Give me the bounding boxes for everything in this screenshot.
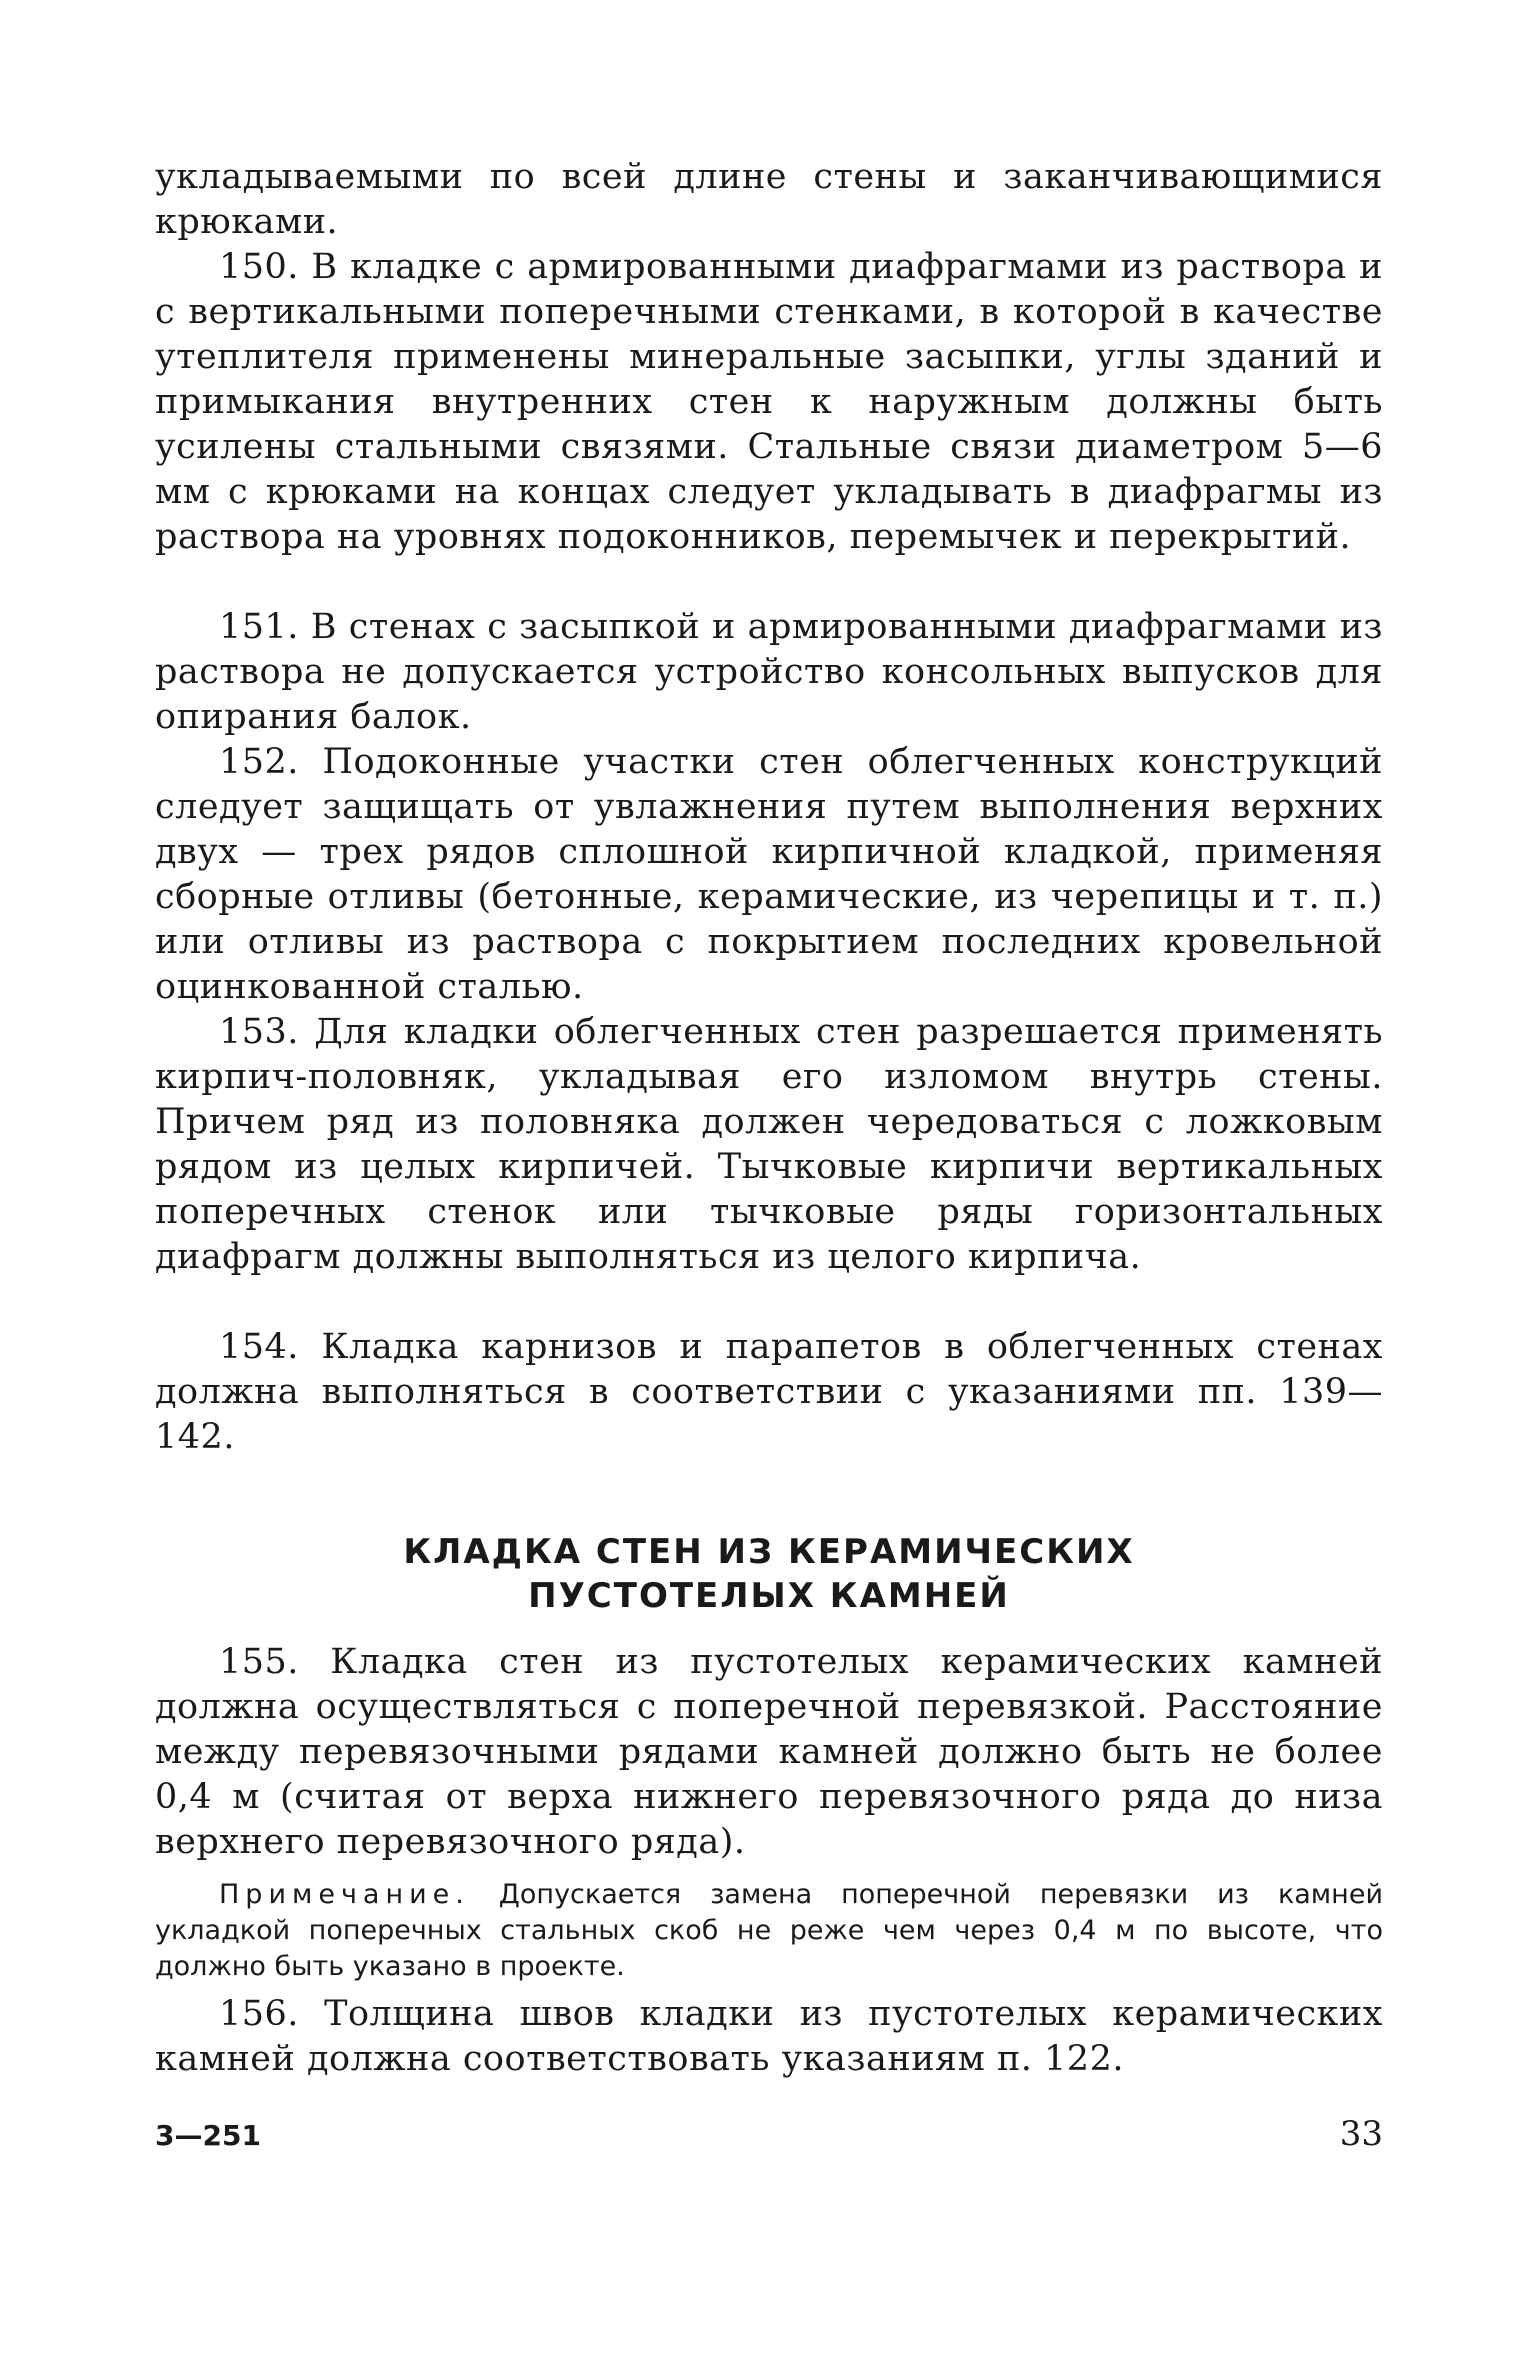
paragraph-155: 155. Кладка стен из пустотелых керамических камней должна осуществляться с поперечной перевязкой. Расстояние между перевязочными рядами камней должно быть не более 0,4 м (считая от верха нижнего перевязочного ряда до низа верхнего перевязочного ряда). bbox=[155, 1642, 1383, 1862]
intro-paragraph: укладываемыми по всей длине стены и заканчивающимися крюками. bbox=[155, 157, 1383, 242]
note-label: Примечание. bbox=[219, 1879, 470, 1910]
printer-signature: 3—251 bbox=[155, 2119, 261, 2152]
paragraph-152: 152. Подоконные участки стен облегченных конструкций следует защищать от увлажнения путем выполнения верхних двух — трех рядов сплошной кирпичной кладкой, применяя сборные отливы (бетонные, керамические, из черепицы и т. п.) или отливы из раствора с покрытием последних кровельной оцинкованной сталью. bbox=[155, 742, 1383, 1007]
paragraph-151: 151. В стенах с засыпкой и армированными диафрагмами из раствора не допускается устройство консольных выпусков для опирания балок. bbox=[155, 607, 1383, 737]
page-number: 33 bbox=[1339, 2114, 1383, 2154]
paragraph-150: 150. В кладке с армированными диафрагмами из раствора и с вертикальными поперечными стенками, в которой в качестве утеплителя применены минеральные засыпки, углы зданий и примыкания внутренних стен к наружным должны быть усилены стальными связями. Стальные связи диаметром 5—6 мм с крюками на концах следует укладывать в диафрагмы из раствора на уровнях подоконников, перемычек и перекрытий. bbox=[155, 247, 1383, 557]
note bbox=[155, 1877, 1383, 1985]
paragraph-153: 153. Для кладки облегченных стен разрешается применять кирпич-половняк, укладывая его изломом внутрь стены. Причем ряд из половняка должен чередоваться с ложковым рядом из целых кирпичей. Тычковые кирпичи вертикальных поперечных стенок или тычковые ряды горизонтальных диафрагм должны выполняться из целого кирпича. bbox=[155, 1012, 1383, 1277]
section-heading-line1: КЛАДКА СТЕН ИЗ КЕРАМИЧЕСКИХ bbox=[403, 1532, 1135, 1572]
note-text: Допускается замена поперечной перевязки из камней укладкой поперечных стальных скоб не реже чем через 0,4 м по высоте, что должно быть указано в проекте. bbox=[155, 1879, 1383, 1982]
paragraph-156: 156. Толщина швов кладки из пустотелых керамических камней должна соответствовать указаниям п. 122. bbox=[155, 1994, 1383, 2079]
section-heading-line2: ПУСТОТЕЛЫХ КАМНЕЙ bbox=[528, 1576, 1010, 1616]
paragraph-154: 154. Кладка карнизов и парапетов в облегченных стенах должна выполняться в соответствии с указаниями пп. 139—142. bbox=[155, 1327, 1383, 1457]
